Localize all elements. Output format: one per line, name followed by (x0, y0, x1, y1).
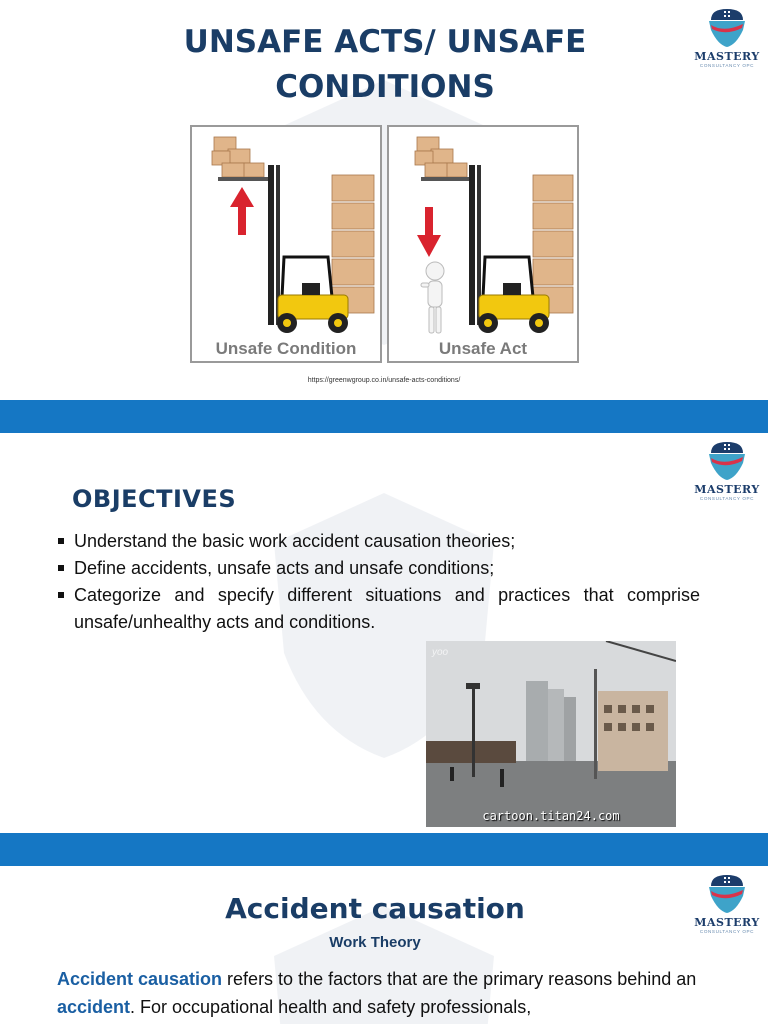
objectives-heading: OBJECTIVES (72, 485, 237, 513)
slide-unsafe-acts (0, 0, 768, 400)
objective-item: Understand the basic work accident causation theories; (56, 528, 700, 555)
accident-causation-paragraph: Accident causation refers to the factors that are the primary reasons behind an accident. For occupational health and safety professionals, (57, 969, 697, 1017)
street-scene-icon (426, 641, 676, 827)
slide-title: UNSAFE ACTS/ UNSAFE CONDITIONS (183, 24, 587, 105)
objective-item: Categorize and specify different situations and practices that comprise unsafe/unhealthy acts and conditions. (56, 582, 700, 636)
company-logo: MASTERY CONSULTANCY OPC (692, 4, 762, 76)
slide-divider-band (0, 833, 768, 866)
slide-objectives (0, 433, 768, 833)
logo-helmet-shield-icon (706, 439, 748, 481)
company-logo: MASTERY CONSULTANCY OPC (692, 437, 762, 509)
unsafe-act-panel (387, 125, 579, 363)
photo-caption: cartoon.titan24.com (482, 809, 620, 823)
unsafe-act-caption: Unsafe Act (438, 339, 528, 358)
objectives-list (56, 528, 700, 636)
image-source-credit: https://greenwgroup.co.in/unsafe-acts-conditions/ (307, 377, 461, 384)
forklift-illustration-icon (192, 127, 380, 337)
company-logo: MASTERY CONSULTANCY OPC (692, 870, 762, 942)
work-theory-subheading: Work Theory (329, 934, 421, 951)
unsafe-condition-caption: Unsafe Condition (215, 339, 357, 358)
photo-watermark: yoo (432, 647, 449, 658)
slide-accident-causation (0, 866, 768, 1024)
street-scene-photo (426, 641, 676, 827)
accident-causation-heading: Accident causation (225, 892, 525, 925)
slide-divider-band (0, 400, 768, 433)
forklift-person-illustration-icon (389, 127, 577, 337)
unsafe-condition-panel (190, 125, 382, 363)
objective-item: Define accidents, unsafe acts and unsafe conditions; (56, 555, 700, 582)
logo-helmet-shield-icon (706, 6, 748, 48)
